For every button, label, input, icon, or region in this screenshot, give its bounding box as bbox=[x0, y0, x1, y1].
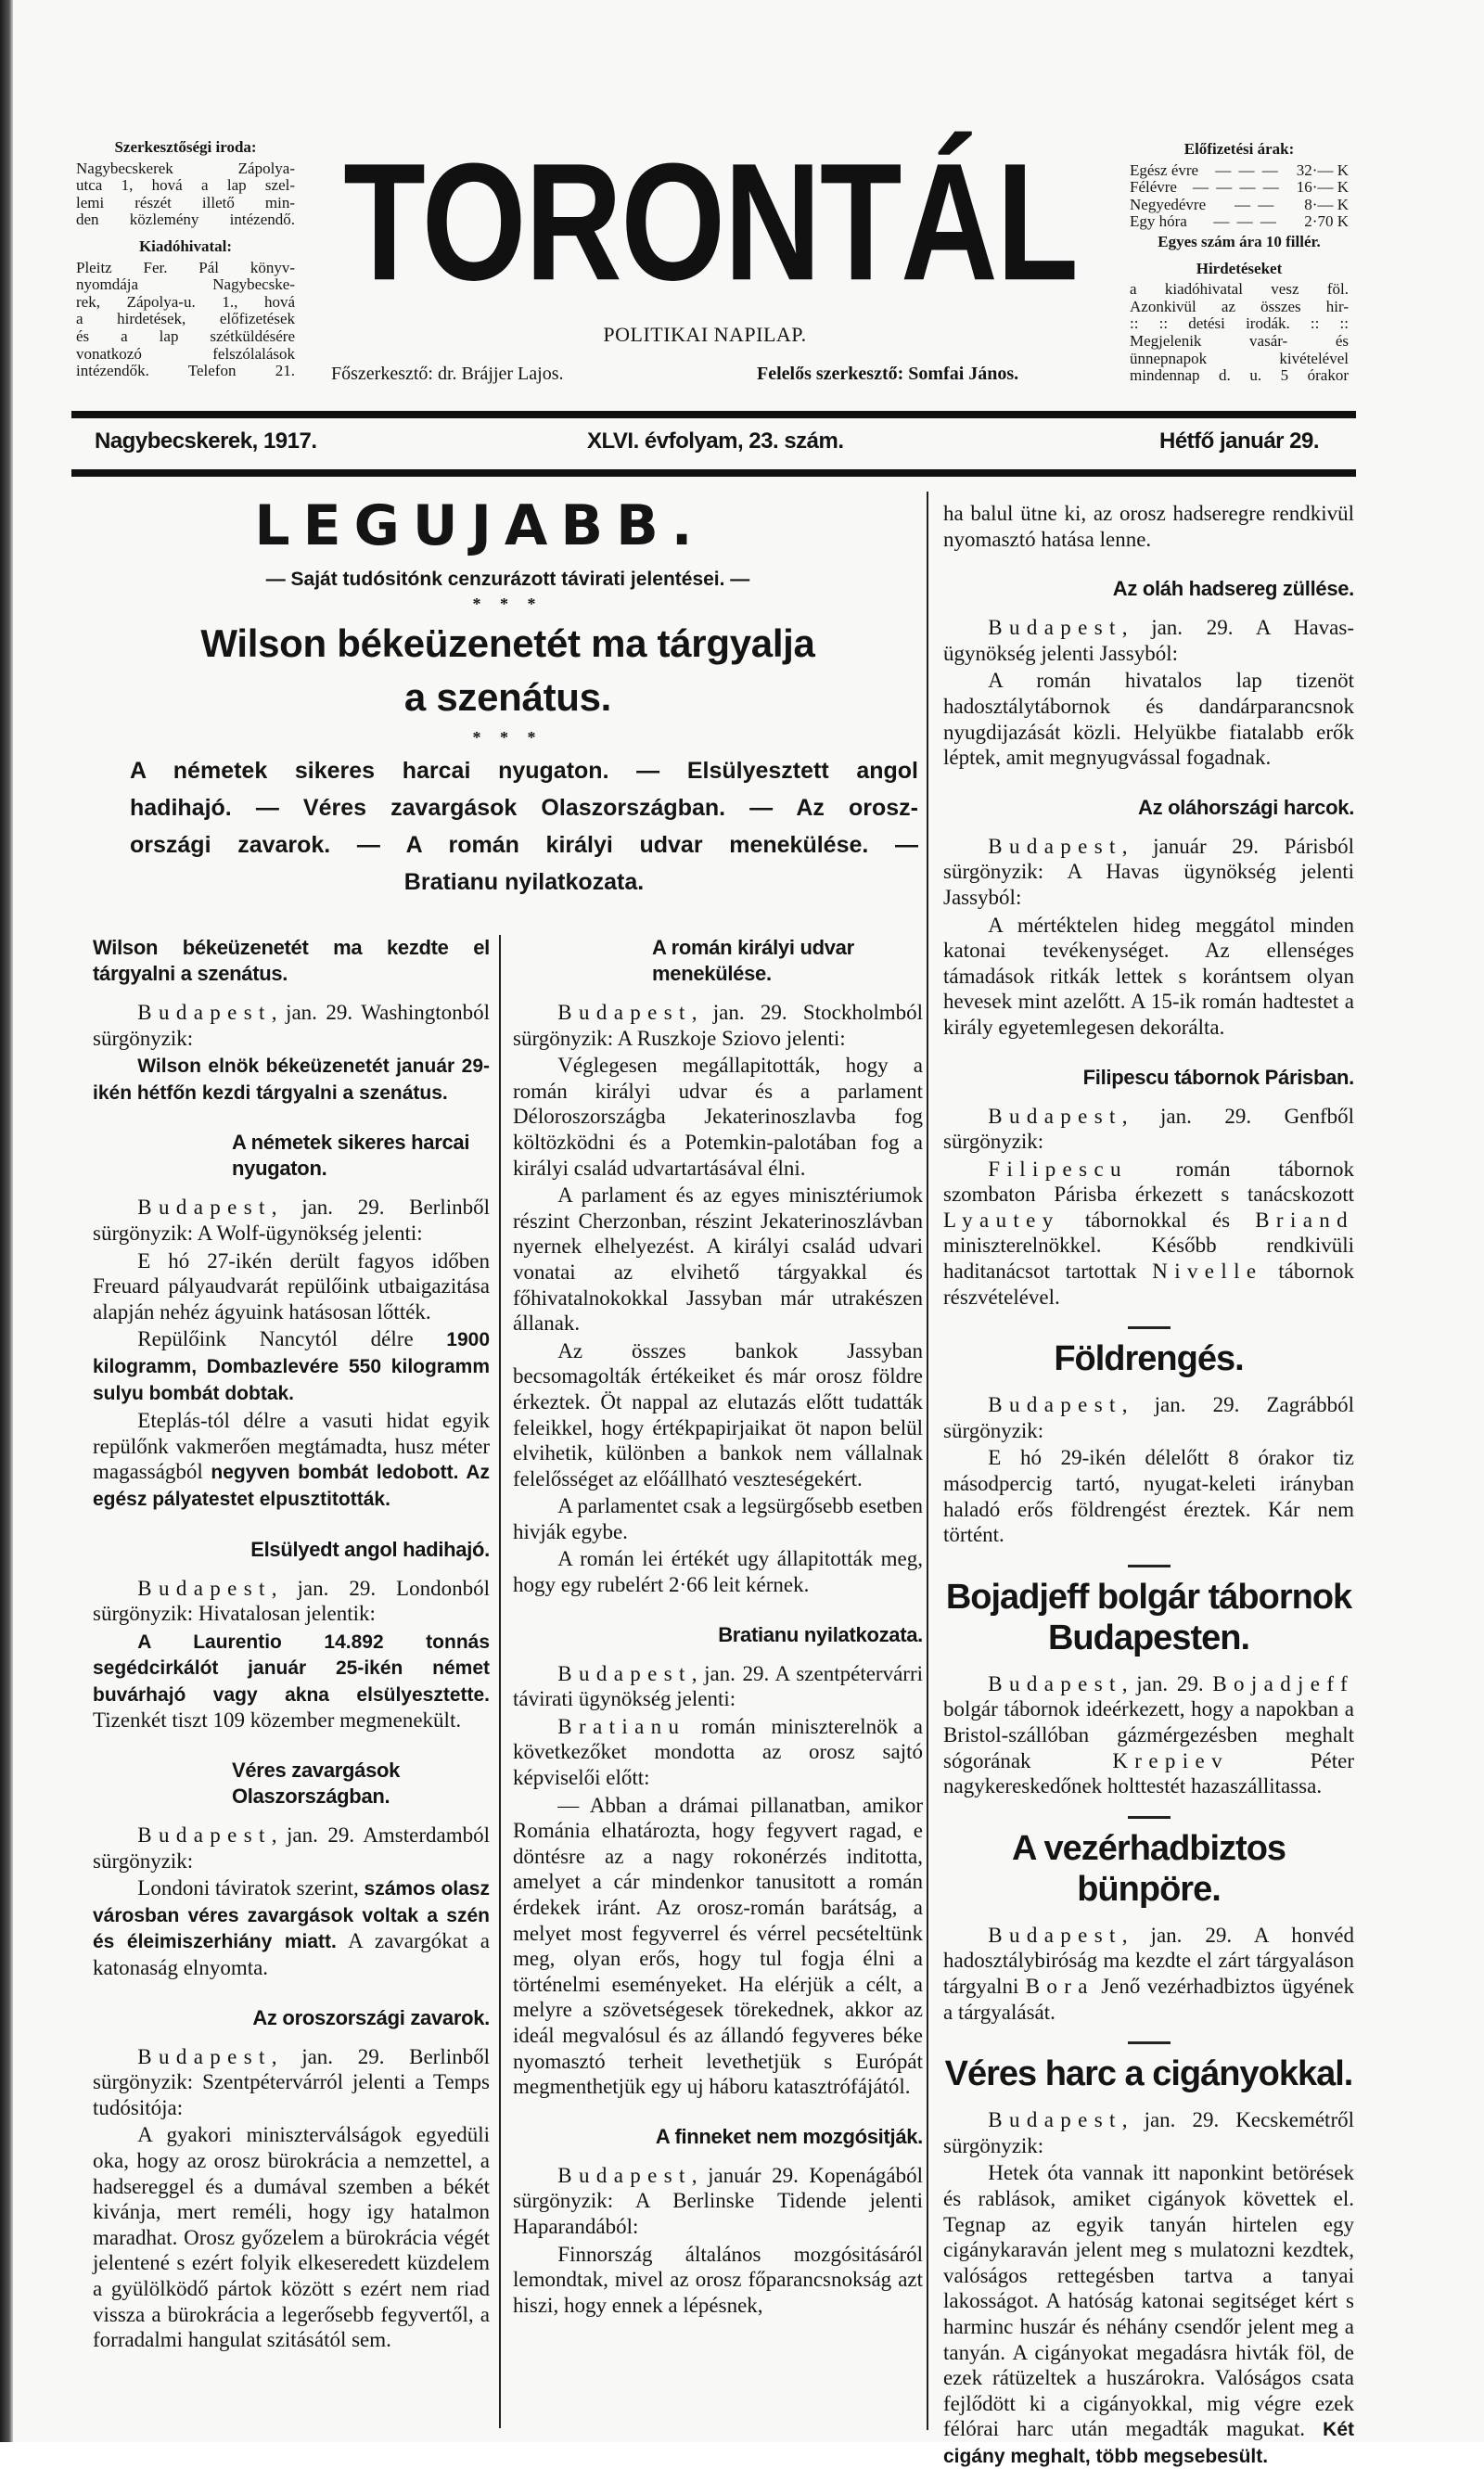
editorial-office-box bbox=[76, 137, 295, 380]
article-paragraph bbox=[943, 834, 1354, 911]
article bbox=[93, 1758, 490, 1981]
masthead bbox=[322, 129, 1098, 316]
article-paragraph bbox=[93, 1823, 490, 1874]
article-paragraph bbox=[513, 1661, 923, 1712]
spaced-name: Budapest bbox=[137, 1196, 272, 1220]
price-row bbox=[1130, 197, 1349, 214]
article bbox=[943, 2041, 1354, 2469]
subscription-title: Előfizetési árak: bbox=[1183, 140, 1295, 158]
article-paragraph bbox=[943, 2160, 1354, 2469]
text-run: miniszterelnökkel. Később rendkivüli haditanácsot tartottak bbox=[943, 1234, 1354, 1284]
article-paragraph bbox=[943, 1104, 1354, 1155]
spaced-name: Bratianu bbox=[557, 1714, 686, 1738]
dateline-date: Hétfő január 29. bbox=[1159, 429, 1320, 454]
article-paragraph bbox=[93, 2122, 490, 2352]
column-rule bbox=[927, 492, 928, 2430]
column-left bbox=[93, 935, 490, 2353]
text-run: A gyakori miniszterválságok egyedüli oka, hogy az orosz bürokrácia a nemzettel, a hadsereggel és a dumával szemben a békét kivánja, mert reméli, hogy igy hatalmon maradhat. Orosz győzelem a bürokrácia végét jelentené s ezért folyik elkeseredett küzdelem a gyülölködő pártok között s ezért nem riad vissza a bürokrácia a legerősebb fegyvertől, a forradalmi hangulat szitásától sem. bbox=[93, 2123, 490, 2352]
column-right bbox=[943, 501, 1354, 2469]
article-paragraph bbox=[943, 1392, 1354, 1443]
emphasis-text: számos olasz városban véres zavargások voltak a szén és éleimiszerhiány miatt. bbox=[93, 1878, 490, 1953]
price-row bbox=[1130, 213, 1349, 231]
article-heading: Véres zavargások Olaszországban. bbox=[232, 1759, 401, 1809]
publisher-address-line: vonatkozó felszólalások bbox=[76, 344, 295, 363]
publisher-address-line: intézendők. Telefon 21. bbox=[76, 362, 295, 380]
text-run: , jan. 29. Stockholmból sürgönyzik: A Ruszkoje Sziovo jelenti: bbox=[513, 1001, 923, 1050]
text-run: , jan. 29. A Havas-ügynökség jelenti Jassyból: bbox=[943, 616, 1354, 665]
article-paragraph bbox=[93, 1000, 490, 1051]
office-address-line: utca 1, hová a lap szel- bbox=[76, 176, 295, 195]
spaced-name: Budapest bbox=[988, 2108, 1122, 2132]
subhead-line: hadihajó. — Véres zavargások Olaszországban. — Az orosz- bbox=[130, 795, 918, 821]
spaced-name: Budapest bbox=[557, 2163, 692, 2187]
ads-info-line: a kiadóhivatal vesz föl. bbox=[1130, 280, 1349, 299]
price-row bbox=[1130, 179, 1349, 197]
article-paragraph bbox=[513, 2242, 923, 2319]
column-rule bbox=[499, 935, 501, 2428]
text-run: , jan. 29. Genfből sürgönyzik: bbox=[943, 1104, 1354, 1154]
price-amount: 16·— K bbox=[1296, 178, 1349, 197]
ads-info-line: Megjelenik vasár- és bbox=[1130, 331, 1349, 350]
text-run: Péter nagykereskedőnek holttestét hazaszállitassa. bbox=[943, 1748, 1354, 1798]
text-run: E hó 27-ikén derült fagyos időben Freuard pályaudvarát repülőink utbaigazitása alapján nehéz ágyuink hatásosan lőtték. bbox=[93, 1248, 490, 1324]
article bbox=[93, 1130, 490, 1512]
article-heading: Wilson békeüzenetét ma kezdte el tárgyalni a szenátus. bbox=[93, 936, 490, 985]
article-heading: Az oroszországi zavarok. bbox=[252, 2005, 490, 2029]
article bbox=[943, 1065, 1354, 1311]
spaced-name: Filipescu bbox=[988, 1157, 1128, 1181]
article-paragraph bbox=[513, 1793, 923, 2100]
header-rule-bottom bbox=[71, 469, 1356, 477]
text-run: , jan. 29. A honvéd hadosztálybiróság ma kezdte el zárt tárgyaláson tárgyalni bbox=[943, 1923, 1354, 1998]
section-divider bbox=[1128, 1816, 1171, 1819]
price-amount: 2·70 K bbox=[1304, 212, 1349, 231]
price-amount: 32·— K bbox=[1296, 160, 1349, 179]
tagline: POLITIKAI NAPILAP. bbox=[603, 323, 807, 346]
price-dash: — — — bbox=[1215, 160, 1280, 179]
emphasis-text: Két cigány meghalt, több megsebesült. bbox=[943, 2419, 1354, 2467]
article-heading: Bratianu nyilatkozata. bbox=[718, 1622, 923, 1646]
article bbox=[93, 935, 490, 1106]
chief-editor: Főszerkesztő: dr. Brájjer Lajos. bbox=[331, 364, 564, 384]
spaced-name: Budapest bbox=[137, 2044, 272, 2068]
article-paragraph bbox=[93, 1875, 490, 1980]
office-address-line: lemi részét illető min- bbox=[76, 193, 295, 211]
text-run: , jan. 29. Berlinből sürgönyzik: Szentpétervárról jelenti a Temps tudósitója: bbox=[93, 2044, 490, 2119]
editorial-office-title: Szerkesztőségi iroda: bbox=[114, 138, 257, 156]
latest-kicker: LEGUJABB. bbox=[254, 493, 706, 558]
article-paragraph bbox=[93, 1576, 490, 1627]
spaced-name: Budapest bbox=[988, 834, 1122, 858]
text-run: Londoni táviratok szerint, bbox=[137, 1876, 365, 1900]
article-paragraph bbox=[943, 615, 1354, 666]
text-run: A zavargókat a katonaság elnyomta. bbox=[93, 1929, 491, 1980]
text-run: román tábornok szombaton Párisba érkezett s tanácskozott bbox=[943, 1157, 1354, 1207]
article bbox=[513, 2124, 923, 2319]
article-heading: Bojadjeff bolgár tábornok Budapesten. bbox=[945, 1577, 1352, 1657]
price-row bbox=[1130, 162, 1349, 180]
article-paragraph bbox=[943, 1157, 1354, 1311]
text-run: A mértéktelen hideg meggátol minden katonai tevékenységet. Az ellenséges támadások ritkák lettek s korántsem olyan hevesek mint azelőtt. A 15-ik román hadtestet a király egyetemlegesen dekorálta. bbox=[943, 913, 1354, 1039]
article-paragraph bbox=[513, 1493, 923, 1544]
text-run: , jan. 29. bbox=[1121, 1671, 1213, 1695]
column-middle bbox=[513, 935, 923, 2318]
subhead-line: A németek sikeres harcai nyugaton. — Elsülyesztett angol bbox=[130, 758, 918, 784]
article-paragraph bbox=[943, 2107, 1354, 2158]
text-run: , január 29. Párisból sürgönyzik: A Havas ügynökség jelenti Jassyból: bbox=[943, 834, 1354, 909]
source-note: — Saját tudósitónk cenzurázott távirati jelentései. — bbox=[265, 569, 750, 590]
subhead-line: országi zavarok. — A román királyi udvar menekülése. — bbox=[130, 832, 918, 858]
text-run: A parlamentet csak a legsürgősebb esetben hivják egybe. bbox=[513, 1494, 923, 1543]
text-run: , jan. 29. Amsterdamból sürgönyzik: bbox=[93, 1823, 490, 1873]
text-run: , jan. 29. A szentpétervárri távirati ügynökség jelenti: bbox=[513, 1661, 923, 1711]
spaced-name: Bojadjeff bbox=[1212, 1671, 1354, 1695]
ads-info-line: mindennap d. u. 5 órakor bbox=[1130, 366, 1349, 385]
subscription-box bbox=[1130, 139, 1349, 385]
price-dash: — — — — bbox=[1193, 178, 1281, 197]
article-paragraph bbox=[513, 2163, 923, 2240]
text-run: ha balul ütne ki, az orosz hadseregre rendkivül nyomasztó hatása lenne. bbox=[943, 502, 1354, 551]
article-paragraph bbox=[93, 1248, 490, 1325]
article-heading: A finneket nem mozgósitják. bbox=[655, 2124, 923, 2148]
article-heading: Az oláh hadsereg züllése. bbox=[1112, 577, 1354, 601]
article-paragraph bbox=[93, 1053, 490, 1106]
text-run: román miniszterelnök a következőket mondotta az orosz sajtó képviselői előtt: bbox=[513, 1714, 923, 1790]
text-run: Az összes bankok Jassyban becsomagolták értékeiket és már orosz földre érkeztek. Öt nappal az elutazás előtt tudatták feleikkel, hogy értékpapirjaikat öt napon belül elvihetik, különben a bankok nem vállalnak felelősséget az előállható veszteségekért. bbox=[513, 1338, 923, 1490]
text-run: bolgár tábornok ideérkezett, hogy a napokban a Bristol-szállóban gázmérgezésben meghalt sógorának bbox=[943, 1697, 1354, 1772]
price-label: Negyedévre bbox=[1130, 195, 1207, 213]
dateline-place: Nagybecskerek, 1917. bbox=[95, 429, 317, 454]
article bbox=[93, 2005, 490, 2353]
article-heading: Filipescu tábornok Párisban. bbox=[1082, 1065, 1354, 1089]
spaced-name: Krepiev bbox=[1112, 1748, 1229, 1772]
masthead-title: TORONTÁL bbox=[342, 129, 1078, 316]
text-run: Jenő vezérhadbiztos ügyének a tárgyalását. bbox=[943, 1974, 1354, 2024]
article-heading: Földrengés. bbox=[1054, 1339, 1244, 1379]
article-paragraph bbox=[943, 1923, 1354, 2025]
article-paragraph bbox=[93, 1195, 490, 1246]
ads-info-line: Azonkivül az összes hir- bbox=[1130, 297, 1349, 315]
article bbox=[943, 1326, 1354, 1548]
scan-edge bbox=[0, 0, 13, 2442]
article-heading: A németek sikeres harcai nyugaton. bbox=[232, 1131, 470, 1181]
ads-info-line: :: :: detési irodák. :: :: bbox=[1130, 314, 1349, 333]
article-heading: Az oláhországi harcok. bbox=[1137, 795, 1354, 819]
emphasis-text: negyven bombát ledobott. Az egész pályatestet elpusztitották. bbox=[93, 1462, 490, 1510]
article-heading: A román királyi udvar menekülése. bbox=[652, 936, 854, 985]
subhead-line: Bratianu nyilatkozata. bbox=[403, 869, 645, 895]
article-paragraph bbox=[513, 1183, 923, 1337]
text-run: E hó 29-ikén délelőtt 8 órakor tiz másodpercig tartó, nyugat-keleti irányban haladó erős földrengést éreztek. Kár nem történt. bbox=[943, 1446, 1354, 1547]
publisher-office-title: Kiadóhivatal: bbox=[138, 237, 233, 255]
main-headline-line-2: a szenátus. bbox=[403, 675, 612, 719]
spaced-name: Budapest bbox=[137, 1823, 272, 1848]
office-address-line: den közlemény intézendő. bbox=[76, 211, 295, 229]
text-run: , jan. 29. Berlinből sürgönyzik: A Wolf-ügynökség jelenti: bbox=[93, 1196, 490, 1245]
article bbox=[943, 795, 1354, 1041]
text-run: A román hivatalos lap tizenöt hadosztálytábornok és dandárparancsnok nyugdijazását közli. Helyükbe fiatalabb erők léptek, amit megnyugvással fogadnak. bbox=[943, 669, 1354, 770]
ads-info-line: ünnepnapok kivételével bbox=[1130, 349, 1349, 367]
price-label: Egész évre bbox=[1130, 160, 1199, 179]
star-divider: * * * bbox=[472, 728, 544, 747]
article bbox=[513, 935, 923, 1598]
publisher-address-line: és a lap szétküldésére bbox=[76, 326, 295, 345]
text-run: , jan. 29. Zagrábból sürgönyzik: bbox=[943, 1393, 1354, 1442]
text-run: A parlament és az egyes minisztériumok részint Cherzonban, részint Jekaterinoszlávban nyernek elhelyezést. A királyi család udvari vonatai az elvihető tárgyakkal és főhivatalnokokkal Jassyban már utrakészen állanak. bbox=[513, 1183, 923, 1336]
header-rule-top bbox=[71, 411, 1356, 418]
text-run: — Abban a drámai pillanatban, amikor Románia elhatározta, hogy fegyvert ragad, e döntésre az a nagy rokonérzés inditotta, amelyet a cár mindenkor tanusitott a román érdekek iránt. Az orosz-román barátság, a melyet most fegyverrel és vérrel pecsételtünk meg, olyan erős, hogy tul fogja élni a történelmi eseményeket. Ha elérjük a célt, a melyre a szövetségesek törekednek, akkor az ideál megvalósul és az állandó fegyveres béke nyomasztó terheit levethetjük s Európát megmenthetjük egy uj háboru katasztrófájától. bbox=[513, 1793, 923, 2099]
emphasis-text: Wilson elnök békeüzenetét január 29-ikén hétfőn kezdi tárgyalni a szenátus. bbox=[93, 1055, 490, 1104]
article-paragraph bbox=[513, 1000, 923, 1051]
article-paragraph bbox=[513, 1714, 923, 1791]
article-paragraph bbox=[93, 1629, 490, 1733]
price-amount: 8·— K bbox=[1304, 195, 1349, 213]
spaced-name: Lyautey bbox=[943, 1208, 1060, 1232]
text-run: tábornokkal és bbox=[1059, 1208, 1256, 1232]
price-label: Félévre bbox=[1130, 178, 1177, 197]
publisher-address-line: a hirdetések, előfizetések bbox=[76, 310, 295, 328]
article bbox=[943, 1565, 1354, 1799]
text-run: , jan. 29. Washingtonból sürgönyzik: bbox=[93, 1001, 490, 1050]
spaced-name: Budapest bbox=[137, 1576, 272, 1600]
article-paragraph bbox=[513, 1053, 923, 1181]
spaced-name: Budapest bbox=[988, 616, 1122, 640]
summary-subheads bbox=[130, 752, 918, 901]
text-run: , január 29. Kopenágából sürgönyzik: A Berlinske Tidende jelenti Haparandából: bbox=[513, 2163, 923, 2238]
text-run: A román lei értékét ugy állapitották meg, hogy egy rubelért 2·66 leit kérnek. bbox=[513, 1547, 923, 1597]
article-paragraph bbox=[93, 1326, 490, 1406]
spaced-name: Nivelle bbox=[1152, 1260, 1263, 1284]
text-run: Tizenkét tiszt 109 közember megmenekült. bbox=[93, 1708, 462, 1733]
text-run: Eteplás-tól délre a vasuti hidat egyik repülőnk vakmerően megtámadta, husz méter magasságból bbox=[93, 1409, 490, 1484]
dateline-issue: XLVI. évfolyam, 23. szám. bbox=[587, 429, 844, 454]
article bbox=[513, 1622, 923, 2100]
price-dash: — — — bbox=[1213, 212, 1278, 231]
article-paragraph bbox=[93, 2044, 490, 2121]
spaced-name: Budapest bbox=[557, 1001, 692, 1024]
article-paragraph bbox=[943, 913, 1354, 1041]
price-label: Egy hóra bbox=[1130, 212, 1187, 231]
emphasis-text: 1900 kilogramm, Dombazlevére 550 kilogramm sulyu bombát dobtak. bbox=[93, 1329, 490, 1404]
text-run: Repülőink Nancytól délre bbox=[137, 1327, 447, 1351]
section-divider bbox=[1128, 1326, 1171, 1329]
article-paragraph bbox=[943, 1671, 1354, 1799]
text-run: Finnország általános mozgósitásáról lemondtak, mivel az orosz főparancsnokság azt hiszi, hogy ennek a lépésnek, bbox=[513, 2242, 923, 2317]
office-address-line: Nagybecskerek Zápolya- bbox=[76, 159, 295, 177]
publisher-address-line: rek, Zápolya-u. 1., hová bbox=[76, 292, 295, 311]
spaced-name: Budapest bbox=[137, 1001, 272, 1024]
article-paragraph bbox=[943, 668, 1354, 770]
section-divider bbox=[1128, 1565, 1171, 1567]
text-run: , jan. 29. Londonból sürgönyzik: Hivatalosan jelentik: bbox=[93, 1576, 490, 1626]
article-paragraph bbox=[513, 1546, 923, 1597]
spaced-name: Budapest bbox=[988, 1393, 1122, 1417]
article-heading: A vezérhadbiztos bünpöre. bbox=[1011, 1828, 1286, 1909]
single-copy-price: Egyes szám ára 10 fillér. bbox=[1158, 232, 1321, 250]
star-divider: * * * bbox=[472, 595, 544, 613]
article-paragraph bbox=[513, 1338, 923, 1492]
spaced-name: Budapest bbox=[988, 1923, 1122, 1947]
responsible-editor: Felelős szerkesztő: Somfai János. bbox=[757, 364, 1019, 384]
section-divider bbox=[1128, 2041, 1171, 2044]
article bbox=[93, 1537, 490, 1734]
article-paragraph bbox=[943, 1445, 1354, 1547]
latest-news-block bbox=[93, 493, 923, 901]
publisher-address-line: nyomdája Nagybecske- bbox=[76, 275, 295, 294]
article-heading: Elsülyedt angol hadihajó. bbox=[250, 1537, 490, 1561]
ads-title: Hirdetéseket bbox=[1196, 259, 1283, 277]
text-run: tábornok részvételével. bbox=[943, 1260, 1355, 1309]
text-run: Véglegesen megállapitották, hogy a román királyi udvar és a parlament Déloroszországba Jekaterinoszlavba fog költözködni és a Potemkin-palotában fog a királyi család udvartartásával élni. bbox=[513, 1054, 923, 1180]
article-heading: Véres harc a cigányokkal. bbox=[944, 2054, 1353, 2094]
spaced-name: Briand bbox=[1255, 1208, 1354, 1232]
price-dash: — — bbox=[1235, 195, 1276, 213]
article-paragraph bbox=[93, 1408, 490, 1512]
emphasis-text: A Laurentio 14.892 tonnás segédcirkálót január 25-ikén német buvárhajó vagy akna elsülyesztette. bbox=[93, 1631, 490, 1706]
main-headline-line-1: Wilson békeüzenetét ma tárgyalja bbox=[200, 621, 815, 665]
article bbox=[943, 501, 1354, 552]
spaced-name: Bora bbox=[1025, 1974, 1094, 1998]
publisher-address-line: Pleitz Fer. Pál könyv- bbox=[76, 258, 295, 276]
text-run: Hetek óta vannak itt naponkint betörések és rablások, amiket cigányok követtek el. Tegnap az egyik tanyán hirtelen egy cigánykaraván jelent meg s mulatozni kezdtek, valóságos rettegésben tartva a tanyai lakosságot. A hatóság katonai segitséget kért s harminc huszár és néhány csendőr jelent meg a tanyán. A cigányokat megadásra hivták föl, de ezek rátüzeltek a huszárokra. Valóságos csata fejlődött ki a cigányokkal, mig végre ezek félórai harc után megadták magukat. bbox=[943, 2161, 1354, 2441]
article bbox=[943, 1816, 1354, 2025]
text-run: , jan. 29. Kecskemétről sürgönyzik: bbox=[943, 2108, 1354, 2157]
spaced-name: Budapest bbox=[557, 1661, 692, 1685]
spaced-name: Budapest bbox=[988, 1671, 1122, 1695]
article bbox=[943, 576, 1354, 771]
article-paragraph bbox=[943, 501, 1354, 552]
spaced-name: Budapest bbox=[988, 1104, 1122, 1128]
